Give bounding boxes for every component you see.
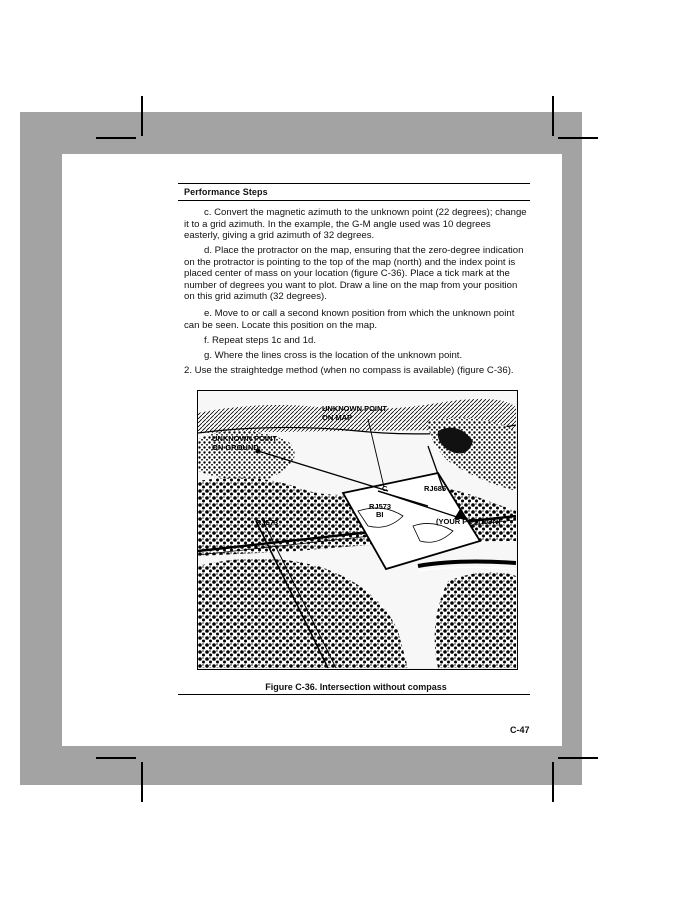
crop-mark <box>141 96 143 136</box>
label-rj685: RJ685 <box>424 484 447 493</box>
crop-mark <box>96 757 136 759</box>
figure-caption: Figure C-36. Intersection without compass <box>265 682 447 692</box>
step-e: e. Move to or call a second known position from which the unknown point can be seen. Locate this position on the map. <box>184 308 515 331</box>
crop-mark <box>552 96 554 136</box>
section-title: Performance Steps <box>184 187 268 197</box>
label-your-position: (YOUR POSITION) <box>436 517 501 526</box>
step-f: f. Repeat steps 1c and 1d. <box>204 335 317 346</box>
label-unknown-point-ground: UNKNOWN POINT <box>212 434 277 443</box>
crop-mark <box>552 762 554 802</box>
label-rj573-map: RJ573 <box>369 502 392 511</box>
figure-illustration <box>197 390 518 670</box>
crop-mark <box>558 757 598 759</box>
page-number: C-47 <box>510 725 530 735</box>
crop-mark <box>96 137 136 139</box>
crop-mark <box>558 137 598 139</box>
figure-bottom-rule <box>178 694 530 695</box>
label-on-map: ON MAP <box>322 413 352 422</box>
label-rj573-ground: RJ573 <box>256 518 279 527</box>
terrain-sketch <box>198 391 516 668</box>
label-unknown-point-map: UNKNOWN POINT <box>322 404 387 413</box>
label-c: C <box>382 484 388 493</box>
label-on-ground: ON GROUND <box>212 443 259 452</box>
header-rule-top <box>178 183 530 184</box>
step-d: d. Place the protractor on the map, ensuring that the zero-degree indication on the protractor is pointing to the top of the map (north) and the index point is placed center of mass on your location (figure C-36). Place a tick mark at the number of degrees you want to plot. Draw a line on the map from your position on this grid azimuth (32 degrees). <box>184 245 524 303</box>
step-c: c. Convert the magnetic azimuth to the unknown point (22 degrees); change it to a grid azimuth. In the example, the G-M angle used was 10 degrees easterly, giving a grid azimuth of 32 degrees. <box>184 207 527 242</box>
woods-lower-right <box>435 572 516 668</box>
step-2: 2. Use the straightedge method (when no compass is available) (figure C-36). <box>184 365 514 376</box>
label-bi: BI <box>376 510 384 519</box>
step-g: g. Where the lines cross is the location of the unknown point. <box>204 350 463 361</box>
crop-mark <box>141 762 143 802</box>
header-rule-bottom <box>178 200 530 201</box>
